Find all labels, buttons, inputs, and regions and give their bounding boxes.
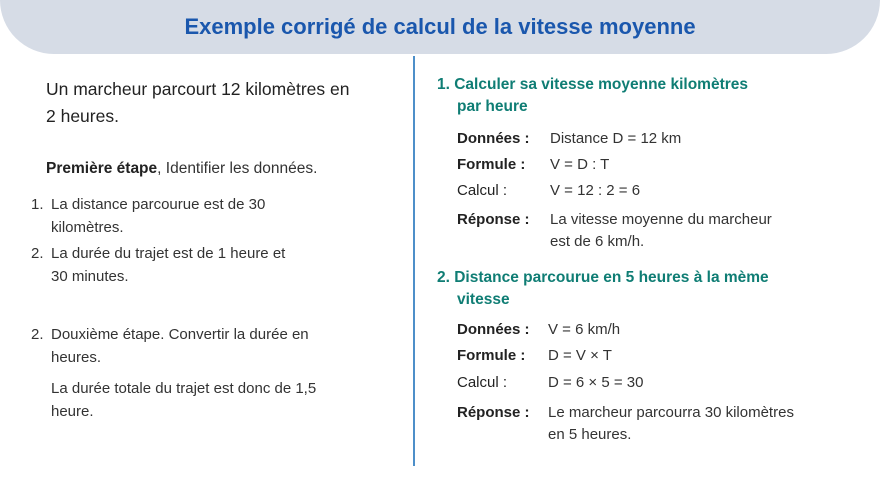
row-value: Le marcheur parcourra 30 kilomètres [548, 404, 794, 421]
row-value: V = 6 km/h [548, 321, 621, 338]
row-value: D = 6 × 5 = 30 [548, 374, 644, 391]
row-label: Données : [457, 321, 530, 338]
row-value: Distance D = 12 km [550, 130, 682, 147]
list-text [51, 242, 285, 288]
list-item [31, 193, 351, 241]
conclusion-text [51, 377, 371, 423]
section-2-title [437, 267, 837, 311]
list-text-line: 30 minutes. [51, 268, 129, 285]
list-text-line: Douxième étape. Convertir la durée en [51, 326, 309, 343]
section-title-line: 2. Distance parcourue en 5 heures à la mème [437, 269, 769, 286]
problem-line-2: 2 heures. [46, 106, 119, 126]
list-number: 2. [31, 245, 44, 262]
list-text-line: heures. [51, 349, 102, 366]
list-text [51, 323, 309, 369]
list-text-line: La durée du trajet est de 1 heure et [51, 245, 286, 262]
row-value: est de 6 km/h. [550, 233, 645, 250]
step-one-text: , Identifier les données. [157, 160, 318, 177]
reponse-row [457, 402, 857, 448]
conclusion-line: La durée totale du trajet est donc de 1,5 [51, 380, 317, 397]
list-text-line: kilomètres. [51, 219, 124, 236]
list-item [31, 242, 351, 290]
problem-statement [46, 76, 396, 130]
list-item [31, 323, 371, 371]
list-text [51, 193, 265, 239]
row-label: Calcul : [457, 182, 508, 199]
list-text-line: La distance parcourue est de 30 [51, 196, 266, 213]
page-title: Exemple corrigé de calcul de la vitesse moyenne [184, 14, 696, 39]
section-title-line: vitesse [457, 291, 510, 308]
reponse-row [457, 209, 827, 255]
section-title-line: par heure [457, 98, 528, 115]
row-value: V = 12 : 2 = 6 [550, 182, 641, 199]
section-title-line: 1. Calculer sa vitesse moyenne kilomètres [437, 76, 749, 93]
conclusion-line: heure. [51, 403, 94, 420]
problem-line-1: Un marcheur parcourt 12 kilomètres en [46, 79, 350, 99]
row-label: Données : [457, 130, 530, 147]
step-one-label: Première étape [46, 160, 158, 177]
list-number: 2. [31, 326, 44, 343]
row-value: en 5 heures. [548, 426, 632, 443]
list-number: 1. [31, 196, 44, 213]
section-1-title [437, 74, 807, 118]
row-label: Formule : [457, 156, 526, 173]
title-banner [0, 0, 880, 54]
row-value: D = V × T [548, 347, 612, 364]
row-value: V = D : T [550, 156, 610, 173]
row-value: La vitesse moyenne du marcheur [550, 211, 772, 228]
row-label: Réponse : [457, 404, 530, 421]
row-label: Calcul : [457, 374, 508, 391]
column-divider [413, 56, 415, 466]
step-one-heading [46, 160, 317, 178]
row-label: Réponse : [457, 211, 530, 228]
row-label: Formule : [457, 347, 526, 364]
